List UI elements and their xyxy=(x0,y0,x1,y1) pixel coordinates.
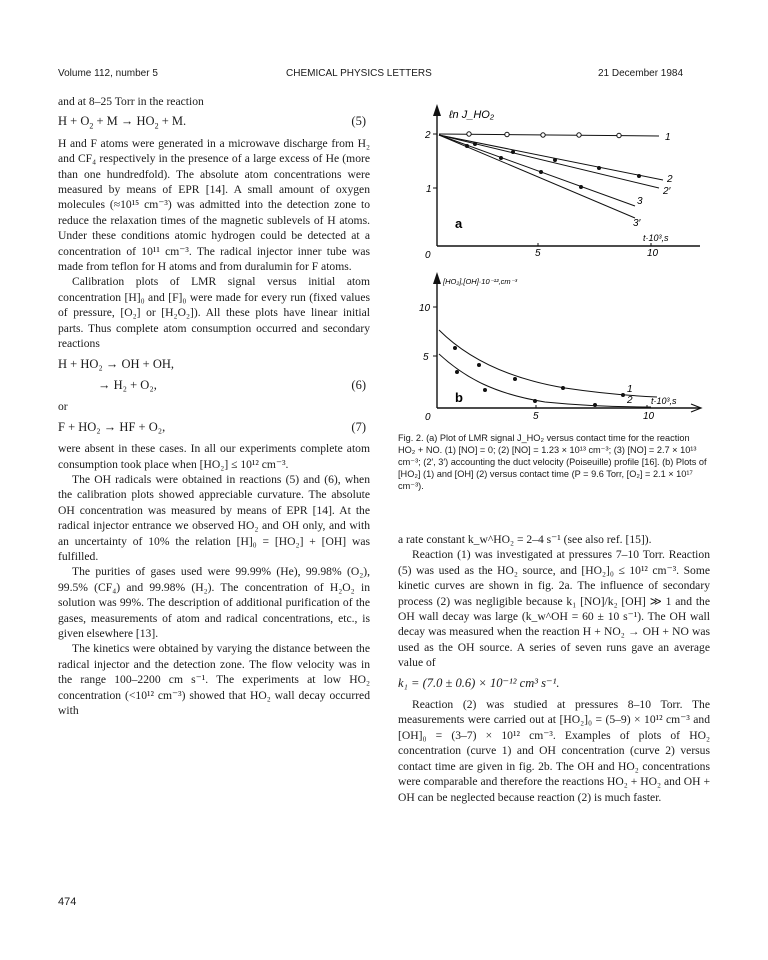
panel-a-curve-1 xyxy=(439,134,659,136)
figure-2 xyxy=(395,98,705,430)
panel-a-curve-3prime xyxy=(439,135,635,218)
panel-a-xtick-10: 10 xyxy=(647,248,659,259)
panel-a-ytick-1: 1 xyxy=(426,184,432,195)
panel-a-curve-label-1: 1 xyxy=(665,132,671,143)
figure-caption: Fig. 2. (a) Plot of LMR signal J_HO₂ versus contact time for the reaction HO₂ + NO. (1) [NO] = 0; (2) [NO] = 1.23 × 10¹³ cm⁻³; (3) [NO] = 2.7 × 10¹³ cm⁻³; (2′, 3′) accounting the duct velocity (Poiseuille) profile [16]. (b) Plots of [HO₂] (1) and [OH] (2) versus contact time (P = 9.6 Torr, [O₂] = 2.1 × 10¹⁷ cm⁻³). xyxy=(398,433,707,491)
equation-5: $H + O_2 + M \to HO_2 + M$. (5) xyxy=(58,114,366,131)
panel-b-xtick-0: 0 xyxy=(425,412,431,423)
panel-a xyxy=(424,104,700,261)
panel-b-curve-label-2: 2 xyxy=(627,395,633,406)
equation-k1: k₁ = (7.0 ± 0.6) × 10⁻¹² cm³ s⁻¹. xyxy=(398,675,560,690)
panel-b-curve-2 xyxy=(439,354,651,407)
panel-a-label: a xyxy=(455,216,463,231)
panel-b-ylabel: [HO₂],[OH]·10⁻¹²,cm⁻³ xyxy=(443,277,518,286)
header-volume: Volume 112, number 5 xyxy=(58,68,158,79)
panel-b-ytick-10: 10 xyxy=(419,303,431,314)
paragraph: were absent in these cases. In all our experiments complete atom consumption took place when [HO₂] ≤ 10¹² cm⁻³. xyxy=(58,442,370,471)
panel-b-points-2 xyxy=(455,370,597,407)
panel-a-curve-2prime xyxy=(439,135,659,188)
equation-7: F + HO₂ → HF + O₂, (7) xyxy=(58,419,366,434)
panel-b-y-arrow xyxy=(433,272,441,284)
panel-b xyxy=(419,272,701,423)
right-column xyxy=(398,532,710,805)
paragraph: Reaction (2) was studied at pressures 8–10 Torr. The measurements were carried out at [HO₂]₀ = (5–9) × 10¹² cm⁻³ and [OH]₀ = (3–7) × 10¹² cm⁻³. Examples of plots of HO₂ concentration (curve 1) and OH concentration (curve 2) versus contact time are given in fig. 2b. The OH and HO₂ concentrations were comparable and therefore the reactions HO₂ + HO₂ and OH + OH can be neglected because reaction (2) is much faster. xyxy=(398,698,710,804)
panel-b-label: b xyxy=(455,390,463,405)
panel-a-curve-label-2: 2 xyxy=(667,174,673,185)
header-journal: CHEMICAL PHYSICS LETTERS xyxy=(286,68,432,79)
panel-a-y-arrow xyxy=(433,104,441,116)
panel-a-ytick-2: 2 xyxy=(425,130,431,141)
or-word: or xyxy=(58,400,68,414)
panel-a-curve-label-3prime: 3′ xyxy=(633,218,641,229)
paragraph: The purities of gases used were 99.99% (He), 99.98% (O₂), 99.5% (CF₄) and 99.98% (H₂). The concentration of H₂O₂ in solution was 99%. The description of additional purification of the gases, measurements of atom and radical concentrations, etc., is given elsewhere [13]. xyxy=(58,565,370,640)
equation-6a: H + HO₂ → OH + OH, xyxy=(58,356,175,371)
paragraph: Calibration plots of LMR signal versus initial atom concentration [H]₀ and [F]₀ were made for every run (fixed values of pressure, [O₂] or [H₂O₂]). All these plots have linear initial parts. Thus complete atom consumption occurred and secondary reactions xyxy=(58,275,370,351)
paragraph: The OH radicals were obtained in reactions (5) and (6), when the calibration plots showed appreciable curvature. The absolute OH concentration was measured by means of EPR [14]. At the radical injector entrance we observed HO₂ and OH only, and with an uncertainty of 10% the relation [H]₀ = [HO₂] + [OH] was fulfilled. xyxy=(58,472,370,563)
panel-b-curve-1 xyxy=(439,330,657,397)
panel-a-curve-label-3: 3 xyxy=(637,196,643,207)
panel-b-xtick-5: 5 xyxy=(533,411,539,422)
paragraph: Reaction (1) was investigated at pressures 7–10 Torr. Reaction (5) was used as the HO₂ source, and [HO₂]₀ ≤ 10¹² cm⁻³. Some kinetic curves are shown in fig. 2a. The influence of secondary process (2) was negligible because k₁ [NO]/k₂ [OH] ≫ 1 and the OH wall decay was large (k_w^OH = 60 ± 10 s⁻¹). The OH wall decay was measured when the reaction H + NO₂ → OH + NO was used as the OH source. A series of seven runs gave an average value of xyxy=(398,548,710,670)
panel-a-curve-label-2prime: 2′ xyxy=(663,186,671,197)
paragraph: The kinetics were obtained by varying the distance between the radical injector and the detection zone. The flow velocity was in the range 100–2200 cm s⁻¹. The experiments at low HO₂ concentration (<10¹² cm⁻³) showed that HO₂ wall decay occurred with xyxy=(58,642,370,718)
panel-a-xtick-5: 5 xyxy=(535,248,541,259)
panel-b-xlabel: t·10³,s xyxy=(651,396,677,406)
panel-a-xtick-0: 0 xyxy=(425,250,431,261)
panel-a-xlabel: t·10³,s xyxy=(643,233,669,243)
intro-line: and at 8–25 Torr in the reaction xyxy=(58,95,204,108)
panel-b-curve-label-1: 1 xyxy=(627,384,633,395)
page-number: 474 xyxy=(58,896,77,908)
equation-6b: → H₂ + O₂, (6) xyxy=(98,377,366,392)
panel-a-curve-2 xyxy=(439,135,663,180)
paragraph: H and F atoms were generated in a microwave discharge from H₂ and CF₄ respectively in the presence of a large excess of He (more than one hundredfold). The absolute atom concentrations were measured by means of EPR [14]. A small amount of oxygen molecules (≈10¹⁵ cm⁻³) was admitted into the detection zone to reduce the relaxation times of the magnetic sublevels of H atoms. Under these conditions atomic hydrogen could be detected at a concentration of 10¹¹ cm⁻³. The radical injector inner tube was made from teflon for H atoms and from duralumin for F atoms. xyxy=(58,136,370,274)
paragraph: a rate constant k_w^HO₂ = 2–4 s⁻¹ (see also ref. [15]). xyxy=(398,533,652,546)
panel-a-ylabel: ℓn J_HO₂ xyxy=(449,109,495,121)
header-date: 21 December 1984 xyxy=(598,68,684,79)
left-column xyxy=(58,94,370,718)
panel-b-xtick-10: 10 xyxy=(643,411,655,422)
panel-b-points-1 xyxy=(453,346,625,397)
panel-b-ytick-5: 5 xyxy=(423,352,429,363)
